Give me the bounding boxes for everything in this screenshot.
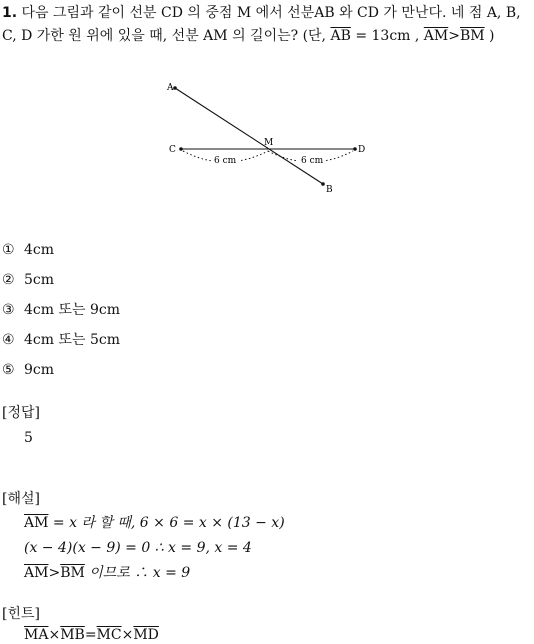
answer-value: 5	[24, 430, 33, 446]
explanation-greater-than: >	[48, 565, 61, 581]
hint-md: $\overline{MD}$	[133, 627, 159, 643]
choice-4-number: ④	[2, 332, 15, 348]
question	[2, 2, 530, 48]
hint-equals: =	[84, 627, 97, 643]
greater-than: >	[448, 28, 460, 44]
choice-3-number: ③	[2, 302, 15, 318]
choice-5[interactable]	[2, 361, 54, 379]
label-b: B	[326, 185, 333, 195]
question-text: 다음 그림과 같이 선분 CD 의 중점 M 에서 선분AB 와 CD 가 만난다. 네 점 A, B, C, D 가한 원 위에 있을 때, 선분 AM 의 길이는? (단,	[2, 5, 521, 44]
choice-5-number: ⑤	[2, 362, 15, 378]
choice-1-number: ①	[2, 242, 15, 258]
explanation-heading: [해설]	[2, 491, 40, 507]
choice-2-text: 5cm	[24, 272, 55, 288]
choice-4[interactable]	[2, 331, 120, 349]
segment-ab	[175, 88, 323, 184]
question-number: 1.	[2, 5, 18, 21]
segment-ab-label: $\overline{AB}$	[330, 28, 351, 44]
hint-times-2: ×	[121, 627, 134, 643]
hint-ma: $\overline{MA}$	[24, 627, 49, 643]
hint-heading: [힌트]	[2, 606, 40, 622]
point-d	[353, 147, 357, 151]
point-b	[321, 182, 325, 186]
hint-mc: $\overline{MC}$	[96, 627, 122, 643]
answer-heading: [정답]	[2, 405, 40, 421]
explanation-am-label-2: $\overline{AM}$	[24, 565, 49, 581]
label-d: D	[358, 145, 366, 155]
label-c: C	[169, 145, 176, 155]
explanation-am-label: $\overline{AM}$	[24, 515, 49, 531]
point-c	[179, 147, 183, 151]
segment-am-label: $\overline{AM}$	[423, 28, 449, 44]
length-right: 6 cm	[301, 156, 324, 166]
geometry-figure	[165, 78, 370, 198]
hint-line	[24, 626, 159, 644]
choice-1-text: 4cm	[24, 242, 55, 258]
hint-mb: $\overline{MB}$	[60, 627, 85, 643]
explanation-line-3-text: 이므로 ∴ x = 9	[84, 565, 191, 581]
choice-4-text: 4cm 또는 5cm	[24, 332, 120, 348]
label-a: A	[167, 83, 174, 93]
hint-times-1: ×	[48, 627, 61, 643]
question-text-3: )	[484, 28, 495, 44]
point-a	[173, 86, 177, 90]
segment-bm-label: $\overline{BM}$	[459, 28, 485, 44]
choice-5-text: 9cm	[24, 362, 55, 378]
question-text-2: = 13cm ,	[350, 28, 424, 44]
length-left: 6 cm	[214, 156, 237, 166]
explanation-bm-label: $\overline{BM}$	[60, 565, 85, 581]
choice-2[interactable]	[2, 271, 54, 289]
label-m: M	[264, 138, 274, 148]
explanation-line-1	[24, 514, 285, 532]
choice-1[interactable]	[2, 241, 54, 259]
choice-2-number: ②	[2, 272, 15, 288]
explanation-line-2: (x − 4)(x − 9) = 0 ∴ x = 9, x = 4	[24, 540, 252, 556]
explanation-line-3	[24, 564, 190, 582]
choice-3[interactable]	[2, 301, 120, 319]
choice-3-text: 4cm 또는 9cm	[24, 302, 120, 318]
explanation-line-1-text: = x 라 할 때, 6 × 6 = x × (13 − x)	[48, 515, 285, 531]
